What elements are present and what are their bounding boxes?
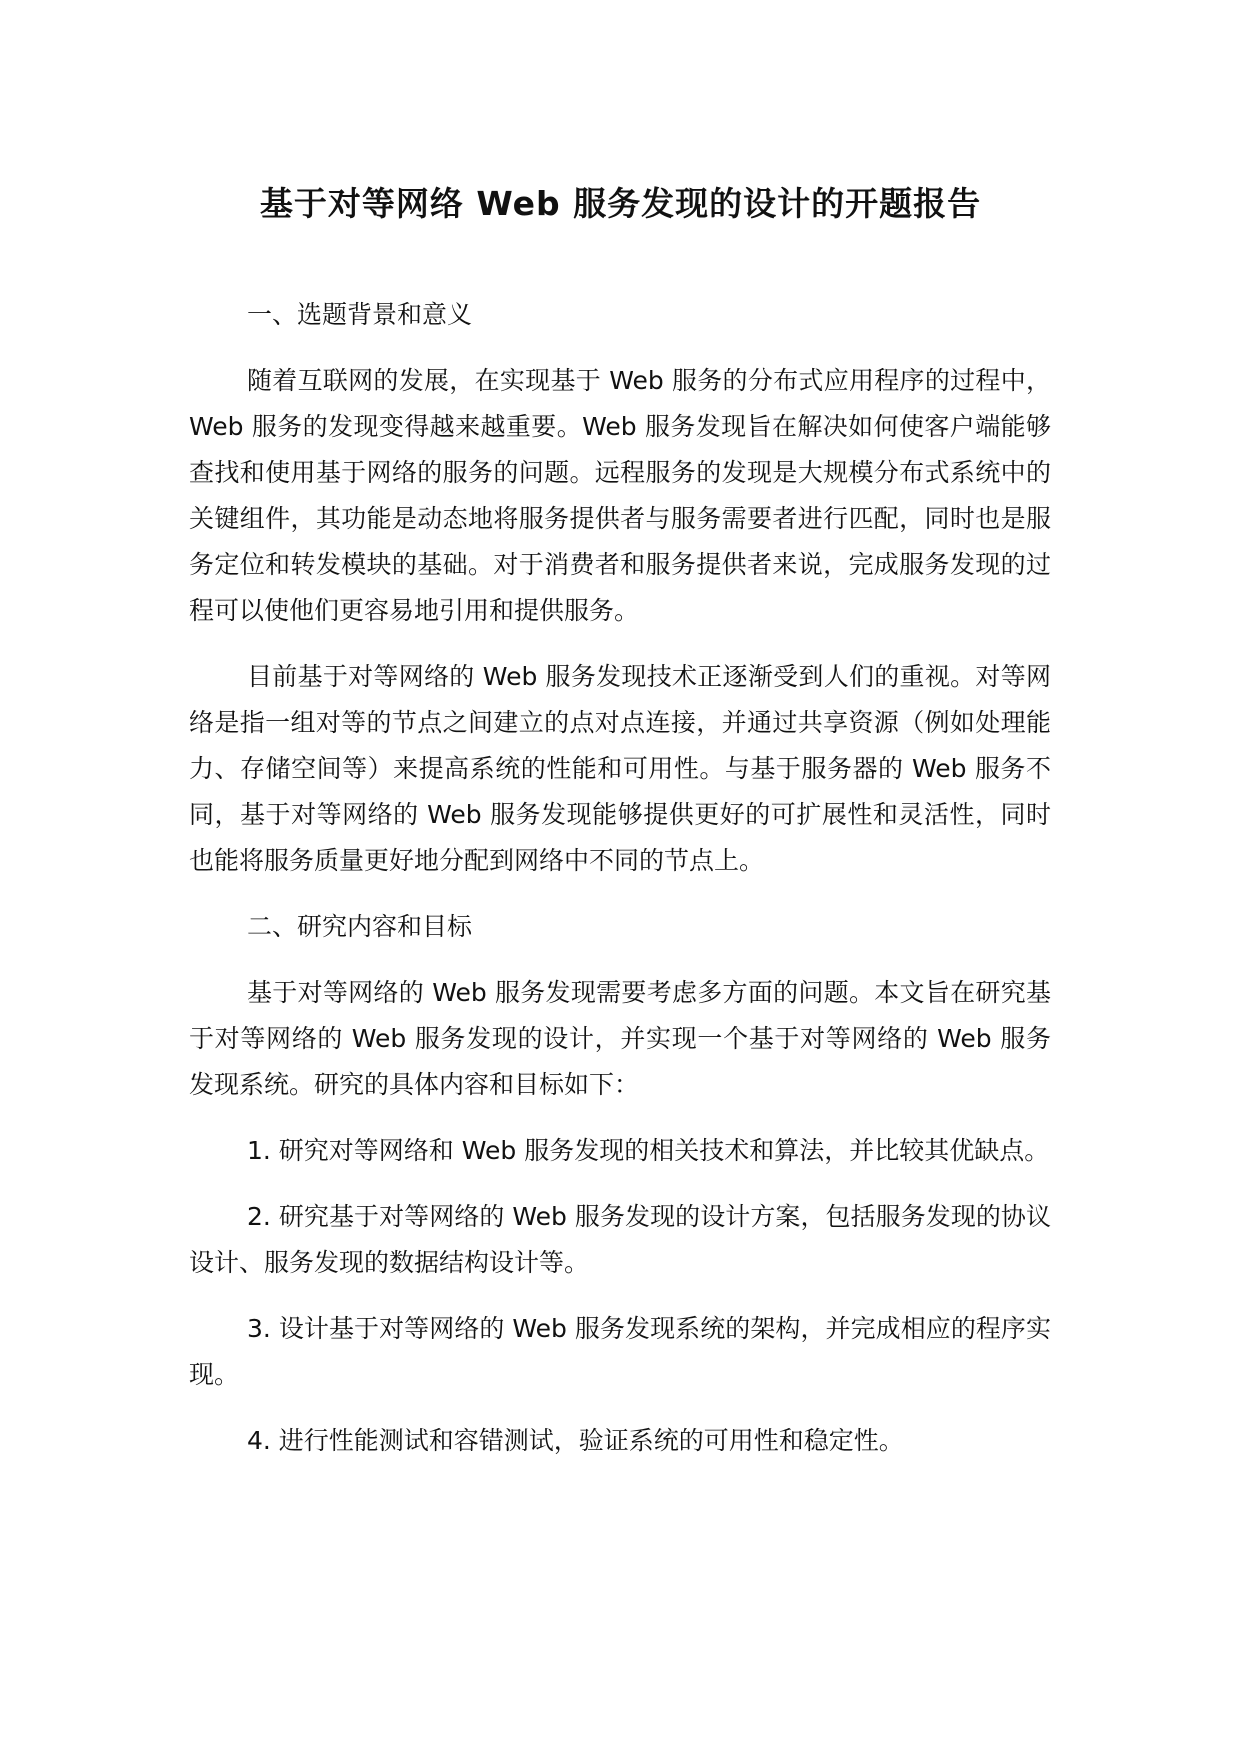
list-item-1: 1. 研究对等网络和 Web 服务发现的相关技术和算法，并比较其优缺点。 (247, 1136, 1050, 1165)
section-heading-research: 二、研究内容和目标 (247, 912, 473, 941)
paragraph-background-1: 随着互联网的发展，在实现基于 Web 服务的分布式应用程序的过程中，Web 服务的发现变得越来越重要。Web 服务发现旨在解决如何使客户端能够查找和使用基于网络的服务的问题。远程服务的发现是大规模分布式系统中的关键组件，其功能是动态地将服务提供者与服务需要者进行匹配，同时也是服务定位和转发模块的基础。对于消费者和服务提供者来说，完成服务发现的过程可以使他们更容易地引用和提供服务。 (189, 366, 1051, 625)
document-body (189, 292, 1051, 1484)
list-item-4: 4. 进行性能测试和容错测试，验证系统的可用性和稳定性。 (247, 1426, 904, 1455)
section-heading-background: 一、选题背景和意义 (247, 300, 473, 329)
paragraph-research-intro: 基于对等网络的 Web 服务发现需要考虑多方面的问题。本文旨在研究基于对等网络的 Web 服务发现的设计，并实现一个基于对等网络的 Web 服务发现系统。研究的具体内容和目标如下： (189, 978, 1051, 1099)
list-item-3: 3. 设计基于对等网络的 Web 服务发现系统的架构，并完成相应的程序实现。 (189, 1314, 1051, 1389)
document-title: 基于对等网络 Web 服务发现的设计的开题报告 (259, 184, 982, 223)
list-item-2: 2. 研究基于对等网络的 Web 服务发现的设计方案，包括服务发现的协议设计、服务发现的数据结构设计等。 (189, 1202, 1051, 1277)
paragraph-background-2: 目前基于对等网络的 Web 服务发现技术正逐渐受到人们的重视。对等网络是指一组对等的节点之间建立的点对点连接，并通过共享资源（例如处理能力、存储空间等）来提高系统的性能和可用性。与基于服务器的 Web 服务不同，基于对等网络的 Web 服务发现能够提供更好的可扩展性和灵活性，同时也能将服务质量更好地分配到网络中不同的节点上。 (189, 662, 1051, 875)
